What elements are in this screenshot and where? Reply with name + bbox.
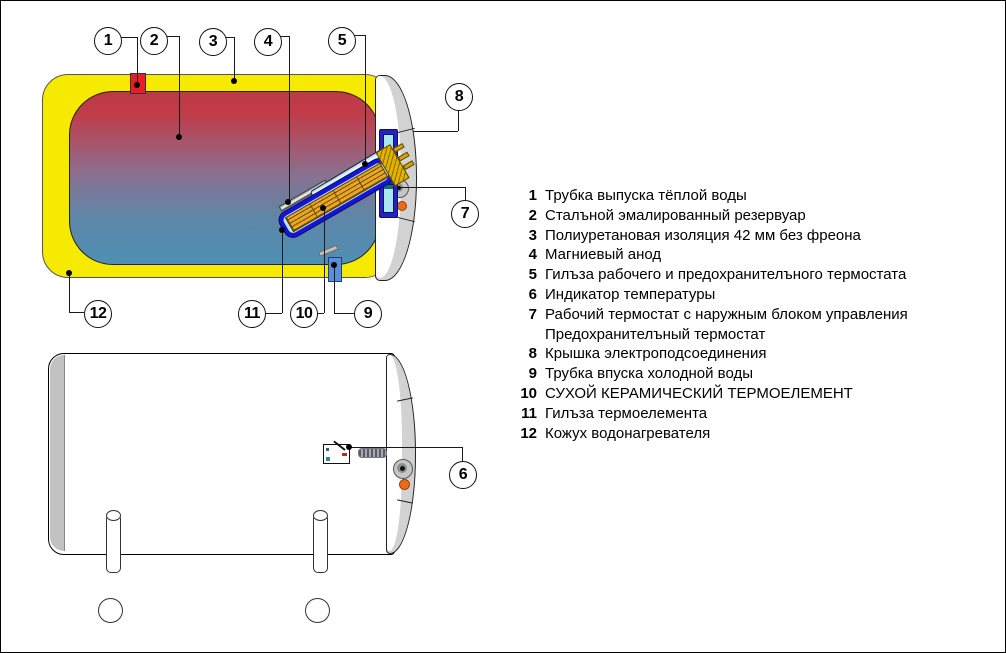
legend-item-3 (511, 226, 1001, 246)
legend-label: СУХОЙ КЕРАМИЧЕСКИЙ ТЕРМОЕЛЕМЕНТ (545, 384, 853, 402)
callout-4: 4 (254, 28, 282, 56)
leader-line (289, 36, 290, 200)
mounting-pipe-right-top (313, 510, 328, 521)
sensor-tip (384, 185, 393, 189)
power-indicator-light (399, 479, 410, 490)
callout-11: 11 (238, 300, 266, 328)
callout-5: 5 (328, 27, 356, 55)
thermostat-knob-center (400, 466, 405, 471)
mounting-hole-right (305, 598, 330, 623)
legend-label: Предохранителъный термостат (545, 325, 766, 343)
leader-dot (285, 199, 291, 205)
legend-num: 8 (528, 345, 537, 363)
leader-line (465, 187, 466, 200)
leader-line (166, 36, 179, 37)
mounting-pipe-right (313, 513, 328, 573)
legend-label: Гилъза рабочего и предохранителъного термостата (545, 266, 907, 284)
leader-line (458, 109, 459, 131)
leader-line (179, 36, 180, 135)
leader-line (349, 447, 462, 448)
legend-label: Индикатор температуры (545, 285, 716, 303)
legend-label: Сталъной эмалированный резервуар (545, 206, 806, 224)
brand-label (358, 448, 387, 458)
leader-dot (134, 82, 140, 88)
gauge-mark-hot (342, 453, 347, 456)
leader-line (365, 35, 366, 162)
leader-line (264, 313, 282, 314)
callout-10: 10 (290, 300, 318, 328)
mounting-pipe-left-top (106, 510, 121, 521)
legend-label: Крышка электроподсоединения (545, 345, 767, 363)
leader-line (69, 275, 70, 312)
leader-line (69, 312, 84, 313)
legend-label: Рабочий термостат с наружным блоком управления (545, 305, 908, 323)
legend-num: 12 (520, 424, 537, 442)
mounting-pipe-left (106, 513, 121, 573)
leader-line (400, 187, 465, 188)
heating-indicator-light (397, 201, 407, 211)
legend-item-7 (511, 305, 1001, 325)
legend-item-8 (511, 344, 1001, 364)
legend-num: 6 (528, 285, 537, 303)
legend-label: Трубка выпуска тёплой воды (545, 187, 747, 204)
legend-num: 5 (528, 266, 537, 284)
legend-label: Полиуретановая изоляция 42 мм без фреона (545, 226, 861, 244)
leader-line (282, 232, 283, 313)
leader-line (120, 37, 137, 38)
leader-dot (362, 161, 368, 167)
callout-12: 12 (84, 300, 112, 328)
legend-item-7b (511, 325, 1001, 345)
legend-num: 11 (521, 404, 537, 422)
callout-1: 1 (94, 27, 122, 55)
leader-line (334, 313, 354, 314)
leader-dot (279, 227, 285, 233)
leader-dot (346, 444, 352, 450)
leader-line (334, 267, 335, 313)
cold-water-inlet-pipe (328, 257, 342, 282)
legend-label: Гилъза термоелемента (545, 404, 708, 422)
casing-left-band (50, 355, 65, 551)
leader-dot (66, 270, 72, 276)
legend-item-4 (511, 245, 1001, 265)
legend-item-6 (511, 285, 1001, 305)
callout-2: 2 (140, 27, 168, 55)
gauge-mark (326, 448, 329, 451)
leader-dot (320, 205, 326, 211)
legend-item-2 (511, 206, 1001, 226)
mounting-hole-left (98, 598, 123, 623)
legend-num: 3 (528, 226, 537, 244)
legend-num: 10 (520, 384, 537, 402)
legend-num: 4 (528, 246, 537, 264)
legend-item-12 (511, 424, 1001, 444)
gauge-mark-cold (326, 457, 330, 461)
legend (511, 186, 1001, 443)
leader-line (354, 35, 365, 36)
callout-7: 7 (451, 200, 479, 228)
legend-item-9 (511, 364, 1001, 384)
legend-num: 9 (528, 365, 537, 383)
leader-dot (331, 262, 337, 268)
legend-item-11 (511, 404, 1001, 424)
legend-item-10 (511, 384, 1001, 404)
leader-dot (176, 134, 182, 140)
flange-slot (383, 184, 394, 213)
leader-dot (231, 78, 237, 84)
legend-num: 2 (528, 206, 537, 224)
callout-8: 8 (445, 83, 473, 111)
leader-line (234, 37, 235, 79)
legend-label: Кожух водонагревателя (545, 424, 711, 442)
legend-item-5 (511, 265, 1001, 285)
legend-num: 1 (528, 187, 537, 204)
leader-line (413, 131, 458, 132)
legend-label: Магниевый анод (545, 246, 662, 264)
callout-3: 3 (199, 28, 227, 56)
leader-line (462, 447, 463, 461)
leader-line (137, 37, 138, 84)
legend-label: Трубка впуска холодной воды (545, 365, 754, 383)
callout-9: 9 (354, 300, 382, 328)
legend-num: 7 (528, 305, 537, 323)
callout-6: 6 (449, 461, 477, 489)
legend-item-1 (511, 186, 1001, 206)
leader-line (324, 210, 325, 313)
